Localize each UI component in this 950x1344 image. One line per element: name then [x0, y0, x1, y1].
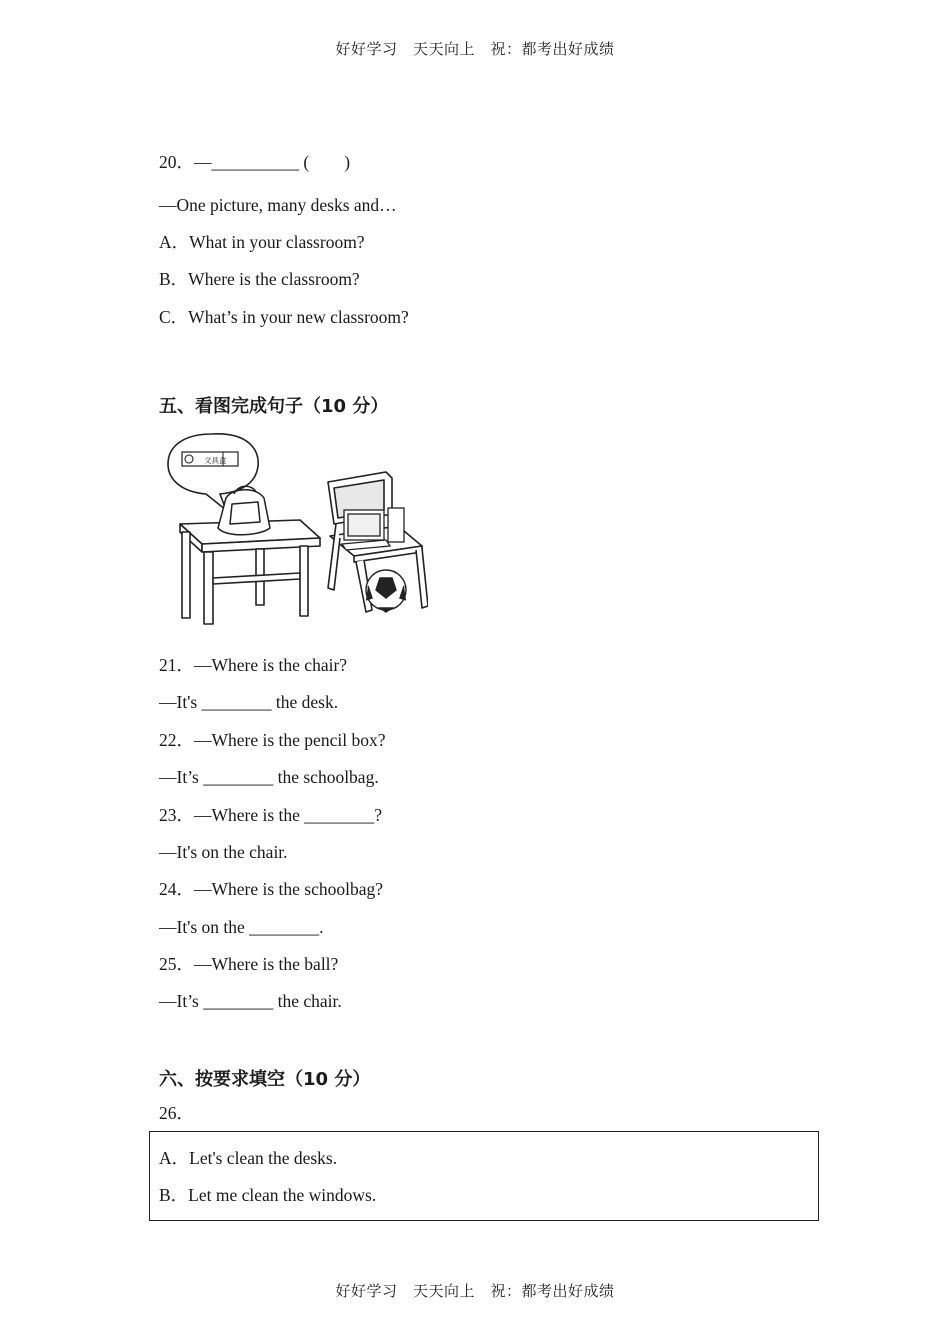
q26-number: 26． — [159, 1103, 194, 1123]
section-6-title: 六、按要求填空（10 分） — [159, 1069, 371, 1090]
q20-option-c: C．What’s in your new classroom? — [159, 307, 409, 327]
q26-option-a: A．Let's clean the desks. — [159, 1148, 338, 1168]
q25-answer: —It’s ________ the chair. — [159, 991, 342, 1011]
q26-option-box — [149, 1131, 819, 1221]
q20-answer-line: —One picture, many desks and… — [159, 195, 397, 215]
q20-option-b: B．Where is the classroom? — [159, 269, 360, 289]
q24-question: 24．—Where is the schoolbag? — [159, 879, 384, 899]
q22-question: 22．—Where is the pencil box? — [159, 730, 386, 750]
pencil-box-label: 文具盒 — [204, 456, 227, 465]
desk — [180, 520, 320, 624]
q22-answer: —It’s ________ the schoolbag. — [159, 767, 379, 787]
page-header: 好好学习 天天向上 祝：都考出好成绩 — [335, 40, 615, 58]
q20-stem: 20．—__________ ( ) — [159, 152, 351, 172]
q25-question: 25．—Where is the ball? — [159, 954, 339, 974]
q23-question: 23．—Where is the ________? — [159, 805, 383, 825]
q21-answer: —It's ________ the desk. — [159, 692, 339, 712]
page-footer: 好好学习 天天向上 祝：都考出好成绩 — [335, 1282, 615, 1300]
q20-option-a: A．What in your classroom? — [159, 232, 365, 252]
classroom-illustration — [160, 428, 428, 632]
q21-question: 21．—Where is the chair? — [159, 655, 348, 675]
q23-answer: —It's on the chair. — [159, 842, 288, 862]
q26-option-b: B．Let me clean the windows. — [159, 1185, 377, 1205]
section-5-title: 五、看图完成句子（10 分） — [159, 396, 389, 417]
q24-answer: —It's on the ________. — [159, 917, 324, 937]
